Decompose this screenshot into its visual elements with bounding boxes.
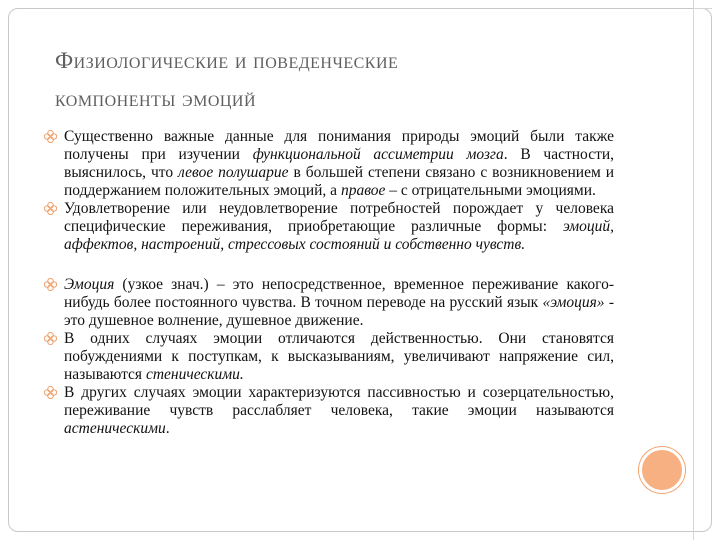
- text: – с отрицательными эмоциями.: [385, 182, 596, 199]
- italic-text: эмоций, аффектов, настроений, стрессовых состояний и собственно чувств.: [64, 218, 614, 253]
- text: Удовлетворение или неудовлетворение потребностей порождает у человека специфические переживания, приобретающие различные формы:: [64, 200, 614, 235]
- text: В других случаях эмоции характеризуются пассивностью и созерцательностью, переживание чувств расслабляет человека, такие эмоции называются: [64, 384, 614, 419]
- list-item: [44, 330, 614, 384]
- text: - это душевное волнение, душевное движение.: [64, 294, 614, 329]
- four-petal-bullet-icon: [44, 386, 57, 399]
- text: В одних случаях эмоции отличаются действенностью. Они становятся побуждениями к поступкам, к высказываниям, увеличивают напряжение сил, называются: [64, 330, 614, 383]
- italic-text: стеническими.: [145, 366, 244, 383]
- slide-title: [55, 46, 655, 114]
- text: . В частности, выяснилось, что: [64, 146, 615, 181]
- italic-text: Эмоция: [64, 276, 115, 293]
- four-petal-bullet-icon: [44, 278, 57, 291]
- text: Существенно важные данные для понимания природы эмоций были также получены при изучении: [64, 128, 614, 163]
- four-petal-bullet-icon: [44, 202, 57, 215]
- four-petal-bullet-icon: [44, 130, 57, 143]
- italic-text: функциональной ассиметрии мозга: [252, 146, 504, 163]
- italic-text: «эмоция»: [542, 294, 605, 311]
- right-rail-line: [693, 0, 694, 540]
- corner-line: [693, 8, 712, 9]
- list-item: [44, 276, 614, 330]
- list-item: [44, 128, 614, 200]
- italic-text: правое: [340, 182, 386, 199]
- bullet-list: [44, 128, 614, 438]
- list-item: [44, 384, 614, 438]
- text: (узкое знач.) – это непосредственное, временное переживание какого-нибудь более постоянного чувства. В точном переводе на русский язык: [64, 276, 614, 311]
- orange-circle-ornament: [639, 447, 685, 493]
- four-petal-bullet-icon: [44, 332, 57, 345]
- italic-text: левое полушарие: [178, 164, 289, 181]
- title-line-2: компоненты эмоций: [55, 86, 257, 111]
- text: в большей степени связано с возникновением и поддержанием положительных эмоций, а: [64, 164, 614, 199]
- list-item: [44, 200, 614, 254]
- text: .: [165, 420, 170, 437]
- italic-text: астеническими: [64, 420, 166, 437]
- title-line-1: Физиологические и поведенческие: [55, 48, 399, 73]
